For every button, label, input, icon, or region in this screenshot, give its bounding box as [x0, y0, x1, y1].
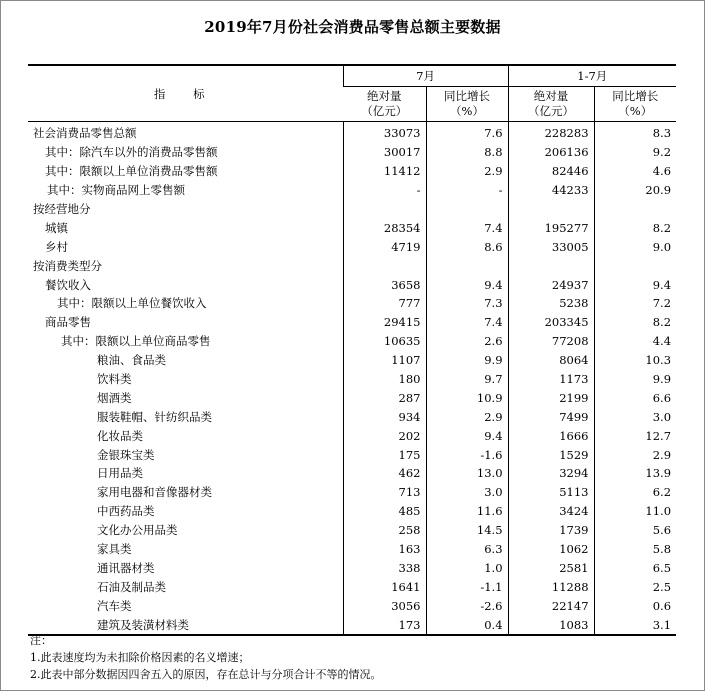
july-yoy-value: 9.4 — [426, 275, 508, 294]
jan-jul-abs-value: 203345 — [508, 313, 594, 332]
jan-jul-abs-value: 22147 — [508, 596, 594, 615]
jan-jul-yoy-value — [594, 256, 676, 275]
jan-jul-abs-value: 3424 — [508, 502, 594, 521]
retail-data-table — [28, 64, 676, 636]
table-row — [28, 407, 676, 426]
july-abs-value: 180 — [343, 370, 426, 389]
july-yoy-value: 9.4 — [426, 426, 508, 445]
jan-jul-abs-value: 82446 — [508, 162, 594, 181]
july-yoy-value: 9.9 — [426, 351, 508, 370]
july-yoy-value: 2.6 — [426, 332, 508, 351]
july-abs-value: 713 — [343, 483, 426, 502]
row-label: 家用电器和音像器材类 — [97, 485, 212, 500]
table-row — [28, 143, 676, 162]
row-label: 按消费类型分 — [33, 258, 102, 273]
row-label: 石油及制品类 — [97, 579, 166, 594]
july-abs-value: - — [343, 181, 426, 200]
row-label: 其中：限额以上单位餐饮收入 — [57, 296, 207, 311]
july-abs-value: 934 — [343, 407, 426, 426]
july-abs-value: 462 — [343, 464, 426, 483]
jan-jul-abs-value: 1739 — [508, 521, 594, 540]
row-label: 中西药品类 — [97, 504, 155, 519]
table-row — [28, 577, 676, 596]
july-abs-value: 202 — [343, 426, 426, 445]
notes — [30, 632, 382, 683]
row-label: 粮油、食品类 — [97, 353, 166, 368]
july-abs-value: 1107 — [343, 351, 426, 370]
jan-jul-yoy-value: 11.0 — [594, 502, 676, 521]
row-label: 文化办公用品类 — [97, 523, 178, 538]
july-abs-value: 338 — [343, 558, 426, 577]
july-abs-value: 30017 — [343, 143, 426, 162]
july-abs-value: 1641 — [343, 577, 426, 596]
jan-jul-yoy-value: 6.2 — [594, 483, 676, 502]
jan-jul-abs-value: 228283 — [508, 122, 594, 143]
jan-jul-group-header: 1-7月 — [508, 65, 676, 87]
table-row — [28, 540, 676, 559]
jan-jul-yoy-value: 8.2 — [594, 218, 676, 237]
july-abs-value — [343, 200, 426, 219]
july-abs-value: 175 — [343, 445, 426, 464]
jan-jul-abs-value — [508, 256, 594, 275]
july-yoy-value: 9.7 — [426, 370, 508, 389]
july-yoy-value: 2.9 — [426, 407, 508, 426]
jan-jul-abs-value: 1666 — [508, 426, 594, 445]
table-row — [28, 122, 676, 143]
jan-jul-abs-value: 2199 — [508, 388, 594, 407]
row-label: 汽车类 — [97, 598, 132, 613]
row-label: 其中：限额以上单位商品零售 — [61, 334, 211, 349]
notes-heading: 注： — [30, 634, 52, 647]
row-label: 建筑及装潢材料类 — [28, 615, 343, 635]
jan-jul-yoy-value: 5.8 — [594, 540, 676, 559]
jan-jul-yoy-value: 3.1 — [594, 615, 676, 635]
row-label: 其中：实物商品网上零售额 — [47, 183, 185, 198]
jan-jul-yoy-value: 6.6 — [594, 388, 676, 407]
table-row — [28, 483, 676, 502]
row-label: 家具类 — [97, 542, 132, 557]
july-abs-value: 3658 — [343, 275, 426, 294]
row-label: 化妆品类 — [97, 428, 143, 443]
jan-jul-abs-value: 1062 — [508, 540, 594, 559]
jan-jul-abs-value: 1173 — [508, 370, 594, 389]
july-abs-value: 777 — [343, 294, 426, 313]
table-row — [28, 256, 676, 275]
row-label: 通讯器材类 — [97, 560, 155, 575]
jan-jul-abs-value: 8064 — [508, 351, 594, 370]
july-yoy-value: 1.0 — [426, 558, 508, 577]
jan-jul-abs-value: 195277 — [508, 218, 594, 237]
jan-jul-yoy-value: 9.9 — [594, 370, 676, 389]
table-row — [28, 237, 676, 256]
row-label: 城镇 — [45, 220, 68, 235]
jan-jul-abs-value: 3294 — [508, 464, 594, 483]
jan-jul-yoy-value: 9.0 — [594, 237, 676, 256]
note-item: 2.此表中部分数据因四舍五入的原因，存在总计与分项合计不等的情况。 — [30, 668, 382, 681]
july-yoy-value: 7.3 — [426, 294, 508, 313]
july-abs-value: 11412 — [343, 162, 426, 181]
table-row — [28, 558, 676, 577]
header-row-groups — [28, 65, 676, 87]
july-abs-value: 28354 — [343, 218, 426, 237]
row-label: 餐饮收入 — [45, 277, 91, 292]
jan-jul-abs-value — [508, 200, 594, 219]
july-yoy-value: 2.9 — [426, 162, 508, 181]
jan-jul-abs-value: 33005 — [508, 237, 594, 256]
july-abs-header: 绝对量 （亿元） — [343, 87, 426, 122]
jan-jul-yoy-value: 4.4 — [594, 332, 676, 351]
jan-jul-abs-value: 1529 — [508, 445, 594, 464]
july-yoy-value: -1.6 — [426, 445, 508, 464]
july-yoy-value: 3.0 — [426, 483, 508, 502]
table-row — [28, 162, 676, 181]
jan-jul-abs-value: 5238 — [508, 294, 594, 313]
july-abs-value: 29415 — [343, 313, 426, 332]
jan-jul-yoy-value: 10.3 — [594, 351, 676, 370]
table-row — [28, 332, 676, 351]
row-label: 日用品类 — [97, 466, 143, 481]
july-yoy-value: 13.0 — [426, 464, 508, 483]
july-yoy-value: 0.4 — [426, 615, 508, 635]
july-abs-value — [343, 256, 426, 275]
jan-jul-yoy-value: 8.3 — [594, 122, 676, 143]
july-abs-value: 163 — [343, 540, 426, 559]
table-row — [28, 294, 676, 313]
jan-jul-yoy-value: 20.9 — [594, 181, 676, 200]
jan-jul-yoy-value: 13.9 — [594, 464, 676, 483]
jan-jul-yoy-value: 2.9 — [594, 445, 676, 464]
table-row — [28, 313, 676, 332]
july-yoy-value — [426, 256, 508, 275]
table-row — [28, 596, 676, 615]
july-yoy-value: -2.6 — [426, 596, 508, 615]
july-yoy-value: 8.6 — [426, 237, 508, 256]
jan-jul-yoy-header: 同比增长 （%） — [594, 87, 676, 122]
july-yoy-value: 7.6 — [426, 122, 508, 143]
row-label: 其中：除汽车以外的消费品零售额 — [45, 145, 218, 160]
july-yoy-value: 10.9 — [426, 388, 508, 407]
row-label: 按经营地分 — [33, 202, 91, 216]
row-label: 服装鞋帽、针纺织品类 — [97, 409, 212, 424]
july-yoy-value: - — [426, 181, 508, 200]
july-abs-value: 10635 — [343, 332, 426, 351]
july-yoy-header: 同比增长 （%） — [426, 87, 508, 122]
indicator-header: 指 标 — [28, 65, 343, 122]
table-body — [28, 122, 676, 636]
jan-jul-yoy-value: 7.2 — [594, 294, 676, 313]
jan-jul-yoy-value: 9.4 — [594, 275, 676, 294]
july-yoy-value: 8.8 — [426, 143, 508, 162]
table-row — [28, 464, 676, 483]
row-label: 商品零售 — [45, 315, 91, 330]
july-yoy-value — [426, 200, 508, 219]
july-yoy-value: 11.6 — [426, 502, 508, 521]
july-abs-value: 4719 — [343, 237, 426, 256]
july-group-header: 7月 — [343, 65, 508, 87]
jan-jul-yoy-value: 4.6 — [594, 162, 676, 181]
table-row — [28, 502, 676, 521]
page-title: 2019年7月份社会消费品零售总额主要数据 — [204, 18, 501, 36]
july-yoy-value: 7.4 — [426, 218, 508, 237]
jan-jul-yoy-value: 9.2 — [594, 143, 676, 162]
jan-jul-abs-value: 1083 — [508, 615, 594, 635]
july-yoy-value: 7.4 — [426, 313, 508, 332]
july-yoy-value: 6.3 — [426, 540, 508, 559]
jan-jul-abs-value: 2581 — [508, 558, 594, 577]
july-abs-value: 258 — [343, 521, 426, 540]
jan-jul-abs-value: 11288 — [508, 577, 594, 596]
table-row — [28, 218, 676, 237]
july-yoy-value: -1.1 — [426, 577, 508, 596]
jan-jul-yoy-value: 3.0 — [594, 407, 676, 426]
table-row — [28, 521, 676, 540]
row-label: 烟酒类 — [97, 390, 132, 405]
jan-jul-abs-value: 44233 — [508, 181, 594, 200]
jan-jul-abs-value: 24937 — [508, 275, 594, 294]
row-label: 金银珠宝类 — [97, 447, 155, 462]
row-label: 其中：限额以上单位消费品零售额 — [45, 164, 218, 179]
july-abs-value: 485 — [343, 502, 426, 521]
jan-jul-yoy-value: 2.5 — [594, 577, 676, 596]
jan-jul-abs-header: 绝对量 （亿元） — [508, 87, 594, 122]
jan-jul-yoy-value — [594, 200, 676, 219]
jan-jul-abs-value: 5113 — [508, 483, 594, 502]
table-row — [28, 351, 676, 370]
table-row — [28, 388, 676, 407]
jan-jul-abs-value: 206136 — [508, 143, 594, 162]
table-row — [28, 200, 676, 219]
table-row — [28, 445, 676, 464]
jan-jul-yoy-value: 0.6 — [594, 596, 676, 615]
jan-jul-yoy-value: 12.7 — [594, 426, 676, 445]
july-yoy-value: 14.5 — [426, 521, 508, 540]
jan-jul-yoy-value: 5.6 — [594, 521, 676, 540]
table-row — [28, 275, 676, 294]
table-row — [28, 181, 676, 200]
jan-jul-yoy-value: 8.2 — [594, 313, 676, 332]
note-item: 1.此表速度均为未扣除价格因素的名义增速； — [30, 651, 250, 664]
row-label: 社会消费品零售总额 — [33, 126, 137, 141]
table-row — [28, 370, 676, 389]
table-row — [28, 426, 676, 445]
row-label: 乡村 — [45, 239, 68, 254]
july-abs-value: 3056 — [343, 596, 426, 615]
july-abs-value: 287 — [343, 388, 426, 407]
july-abs-value: 173 — [343, 615, 426, 635]
jan-jul-abs-value: 77208 — [508, 332, 594, 351]
jan-jul-abs-value: 7499 — [508, 407, 594, 426]
july-abs-value: 33073 — [343, 122, 426, 143]
jan-jul-yoy-value: 6.5 — [594, 558, 676, 577]
row-label: 饮料类 — [97, 372, 132, 387]
